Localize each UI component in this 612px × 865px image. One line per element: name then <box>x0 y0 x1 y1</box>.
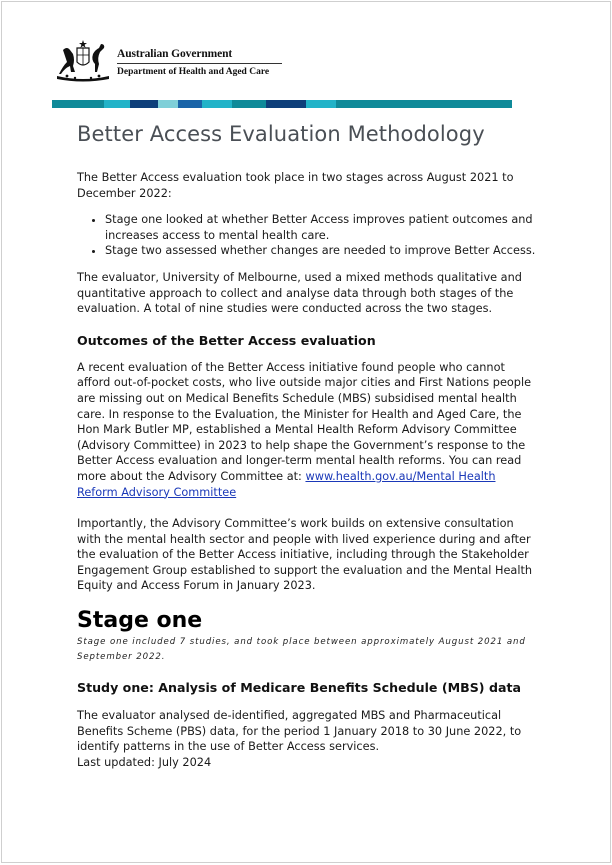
government-name: Australian Government <box>117 48 233 60</box>
outcomes-paragraph <box>77 360 539 500</box>
consultation-paragraph: Importantly, the Advisory Committee’s work builds on extensive consultation with the mental health sector and people with lived experience during and after the evaluation of the Better Access initiative, including through the Stakeholder Engagement Group established to support the evaluation and the Mental Health Equity and Access Forum in January 2023. <box>77 517 533 593</box>
color-bar-segment <box>392 100 512 108</box>
coat-of-arms-icon <box>53 38 113 82</box>
study-one-heading: Study one: Analysis of Medicare Benefits Schedule (MBS) data <box>77 680 521 696</box>
list-item: • Stage one looked at whether Better Access improves patient outcomes and increases access to mental health care. <box>105 212 539 243</box>
color-bar-segment <box>82 100 104 108</box>
outcomes-text: A recent evaluation of the Better Access initiative found people who cannot afford out-of-pocket costs, who live outside major cities and First Nations people are missing out on Medical Benefits Schedule (MBS) subsidised mental health care. In response to the Evaluation, the Minister for Health and Aged Care, the Hon Mark Butler MP, established a Mental Health Reform Advisory Committee (Advisory Committee) in 2023 to help shape the Government’s response to the Better Access evaluation and longer-term mental health reforms. You can read more about the Advisory Committee at: <box>77 360 532 483</box>
brand-color-bar <box>52 100 512 108</box>
color-bar-segment <box>52 100 82 108</box>
color-bar-segment <box>306 100 336 108</box>
color-bar-segment <box>130 100 158 108</box>
stage-one-heading: Stage one <box>77 608 203 634</box>
color-bar-segment <box>178 100 202 108</box>
document-body <box>77 122 539 770</box>
color-bar-segment <box>266 100 306 108</box>
document-page <box>1 1 611 863</box>
advisory-committee-link[interactable]: www.health.gov.au/Mental Health Reform Advisory Committee <box>77 469 496 499</box>
color-bar-segment <box>336 100 392 108</box>
stage-list <box>77 212 539 259</box>
color-bar-segment <box>104 100 130 108</box>
study-one-paragraph: The evaluator analysed de-identified, aggregated MBS and Pharmaceutical Benefits Scheme (PBS) data, for the period 1 January 2018 to 30 June 2022, to identify patterns in the use of Better Access services. <box>77 709 522 754</box>
color-bar-segment <box>232 100 266 108</box>
color-bar-segment <box>158 100 178 108</box>
page-header <box>53 36 293 86</box>
list-item: • Stage two assessed whether changes are needed to improve Better Access. <box>105 243 539 259</box>
organisation-name <box>117 48 282 77</box>
page-title: Better Access Evaluation Methodology <box>77 122 485 146</box>
outcomes-heading: Outcomes of the Better Access evaluation <box>77 332 376 348</box>
header-rule <box>117 63 282 64</box>
last-updated: Last updated: July 2024 <box>77 755 212 769</box>
department-name: Department of Health and Aged Care <box>117 67 270 77</box>
color-bar-segment <box>202 100 232 108</box>
evaluator-paragraph: The evaluator, University of Melbourne, used a mixed methods qualitative and quantitative approach to collect and analyse data through both stages of the evaluation. A total of nine studies were conducted across the two stages. <box>77 270 522 316</box>
stage-one-note: Stage one included 7 studies, and took place between approximately August 2021 and September 2022. <box>77 637 526 663</box>
intro-paragraph: The Better Access evaluation took place in two stages across August 2021 to December 2022: <box>77 171 514 200</box>
